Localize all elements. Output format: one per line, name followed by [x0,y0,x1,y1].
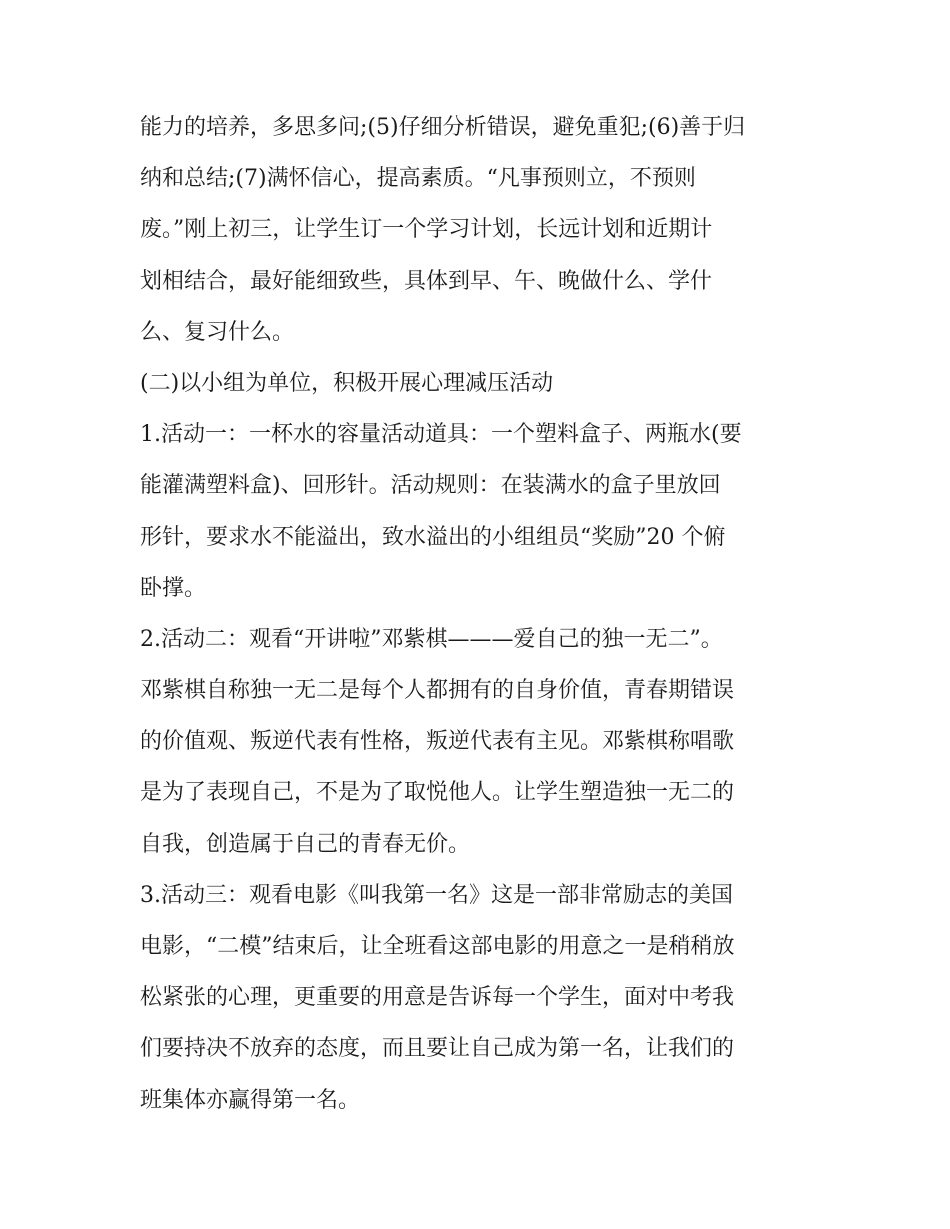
text-line: 邓紫棋自称独一无二是每个人都拥有的自身价值，青春期错误 [140,678,735,704]
text-line: 松紧张的心理，更重要的用意是告诉每一个学生，面对中考我 [140,985,735,1011]
text-line: 班集体亦赢得第一名。 [140,1087,361,1113]
body-text [140,102,830,1126]
text-line: 废。”刚上初三，让学生订一个学习计划，长远计划和近期计 [140,217,713,243]
text-line: 纳和总结;(7)满怀信心，提高素质。“凡事预则立，不预则 [140,166,696,192]
text-line: 的价值观、叛逆代表有性格，叛逆代表有主见。邓紫棋称唱歌 [140,729,735,755]
text-line: 划相结合，最好能细致些，具体到早、午、晚做什么、学什 [140,268,713,294]
text-line: 么、复习什么。 [140,319,295,345]
text-line: 形针，要求水不能溢出，致水溢出的小组组员“奖励”20 个俯 [140,524,726,550]
text-line: 电影，“二模”结束后，让全班看这部电影的用意之一是稍稍放 [140,934,735,959]
text-line: 3.活动三：观看电影《叫我第一名》这是一部非常励志的美国 [140,882,733,908]
text-line: 卧撑。 [140,575,207,601]
section-heading: (二)以小组为单位，积极开展心理减压活动 [140,370,554,396]
text-line: 能灌满塑料盒)、回形针。活动规则：在装满水的盒子里放回 [140,473,721,499]
text-line: 们要持决不放弃的态度，而且要让自己成为第一名，让我们的 [140,1036,735,1062]
text-line: 是为了表现自己，不是为了取悦他人。让学生塑造独一无二的 [140,780,735,806]
text-line: 2.活动二：观看“开讲啦”邓紫棋———爱自己的独一无二”。 [140,626,723,652]
text-line: 1.活动一：一杯水的容量活动道具：一个塑料盒子、两瓶水(要 [140,422,742,448]
text-line: 能力的培养，多思多问;(5)仔细分析错误，避免重犯;(6)善于归 [140,115,746,140]
text-line: 自我，创造属于自己的青春无价。 [140,831,471,857]
